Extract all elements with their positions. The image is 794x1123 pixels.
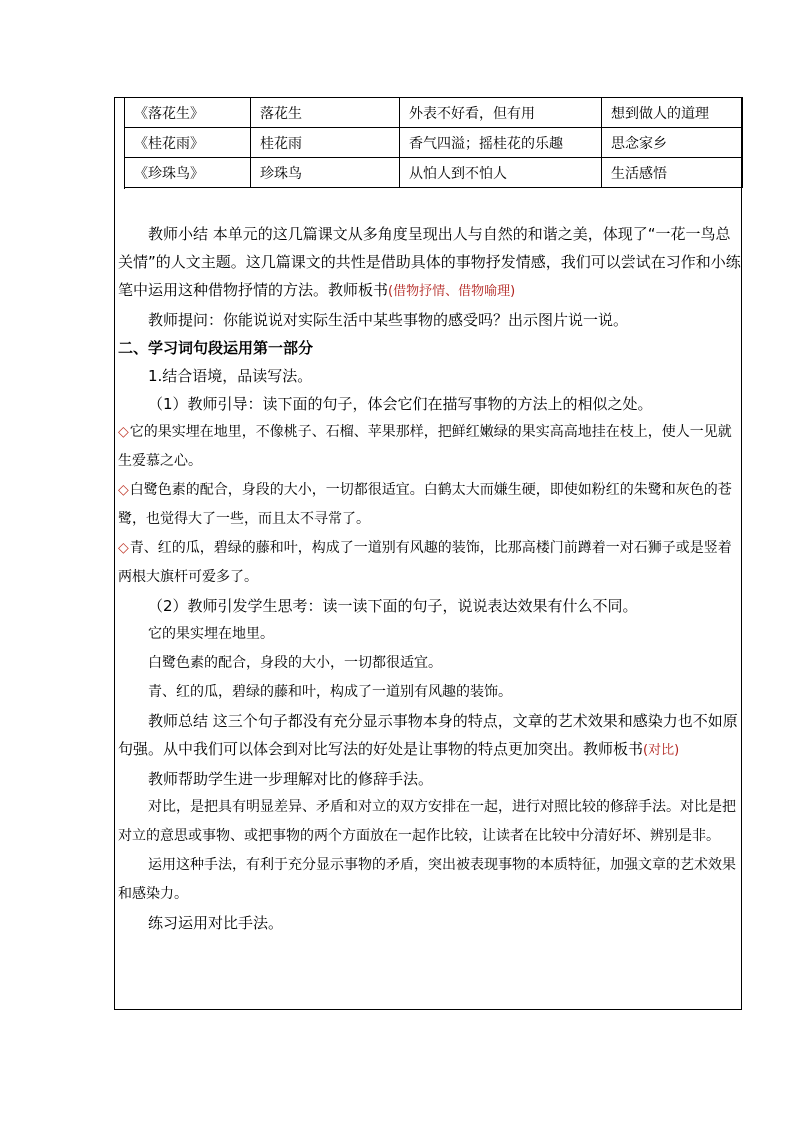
short-sentence-3: 青、红的瓜，碧绿的藤和叶，构成了一道别有风趣的装饰。 (148, 684, 512, 700)
lesson-table (124, 97, 743, 188)
table-cell: 《珍珠鸟》 (125, 158, 251, 188)
sub-instruction-2: （2）教师引发学生思考：读一读下面的句子，说说表达效果有什么不同。 (148, 597, 638, 615)
table-row (125, 128, 743, 158)
definition-1: 对比，是把具有明显差异、矛盾和对立的双方安排在一起，进行对照比较的修辞手法。对比是把对立的意思或事物、或把事物的两个方面放在一起作比较，让读者在比较中分清好坏、辨别是非。 (118, 799, 736, 844)
table-cell: 桂花雨 (251, 128, 400, 158)
diamond-bullet-icon: ◇ (118, 540, 129, 556)
table-cell: 思念家乡 (602, 128, 743, 158)
table-cell: 落花生 (251, 98, 400, 128)
table-cell: 珍珠鸟 (251, 158, 400, 188)
section-heading: 二、学习词句段运用第一部分 (118, 339, 314, 357)
lesson-content (118, 220, 744, 937)
short-sentence-2: 白鹭色素的配合，身段的大小，一切都很适宜。 (148, 655, 442, 671)
quote-text: 青、红的瓜，碧绿的藤和叶，构成了一道别有风趣的装饰，比那高楼门前蹲着一对石狮子或是竖着两根大旗杆可爱多了。 (118, 540, 732, 585)
teacher-summary-1 (118, 220, 744, 306)
table-row (125, 158, 743, 188)
table-cell: 外表不好看，但有用 (400, 98, 602, 128)
quote-2 (118, 476, 744, 534)
quote-3 (118, 534, 744, 592)
diamond-bullet-icon: ◇ (118, 482, 129, 498)
summary-text: 教师小结 本单元的这几篇课文从多角度呈现出人与自然的和谐之美，体现了“一花一鸟总关情”的人文主题。这几篇课文的共性是借助具体的事物抒发情感，我们可以尝试在习作和小练笔中运用这种借物抒情的方法。教师板书 (118, 225, 741, 299)
definition-2: 运用这种手法，有利于充分显示事物的矛盾，突出被表现事物的本质特征，加强文章的艺术效果和感染力。 (118, 857, 736, 902)
sub-instruction-1: （1）教师引导：读下面的句子，体会它们在描写事物的方法上的相似之处。 (148, 395, 653, 413)
table-cell: 生活感悟 (602, 158, 743, 188)
board-note: (对比) (643, 743, 680, 758)
teacher-help: 教师帮助学生进一步理解对比的修辞手法。 (148, 770, 434, 788)
board-note: (借物抒情、借物喻理) (388, 284, 516, 299)
table-cell: 想到做人的道理 (602, 98, 743, 128)
table-row (125, 98, 743, 128)
table-cell: 《落花生》 (125, 98, 251, 128)
diamond-bullet-icon: ◇ (118, 424, 129, 440)
quote-1 (118, 418, 744, 476)
practice-note: 练习运用对比手法。 (148, 914, 284, 932)
summary-text: 教师总结 这三个句子都没有充分显示事物本身的特点，文章的艺术效果和感染力也不如原句强。从中我们可以体会到对比写法的好处是让事物的特点更加突出。教师板书 (118, 712, 738, 758)
short-sentence-1: 它的果实埋在地里。 (148, 626, 274, 642)
teacher-question: 教师提问：你能说说对实际生活中某些事物的感受吗？出示图片说一说。 (148, 311, 629, 329)
table-cell: 香气四溢；摇桂花的乐趣 (400, 128, 602, 158)
quote-text: 它的果实埋在地里，不像桃子、石榴、苹果那样，把鲜红嫩绿的果实高高地挂在枝上，使人一见就生爱慕之心。 (118, 424, 732, 469)
teacher-summary-2 (118, 707, 744, 765)
table-cell: 《桂花雨》 (125, 128, 251, 158)
table-cell: 从怕人到不怕人 (400, 158, 602, 188)
item-heading: 1.结合语境，品读写法。 (148, 367, 313, 385)
quote-text: 白鹭色素的配合，身段的大小，一切都很适宜。白鹤太大而嫌生硬，即使如粉红的朱鹭和灰色的苍鹭，也觉得大了一些，而且太不寻常了。 (118, 482, 732, 527)
